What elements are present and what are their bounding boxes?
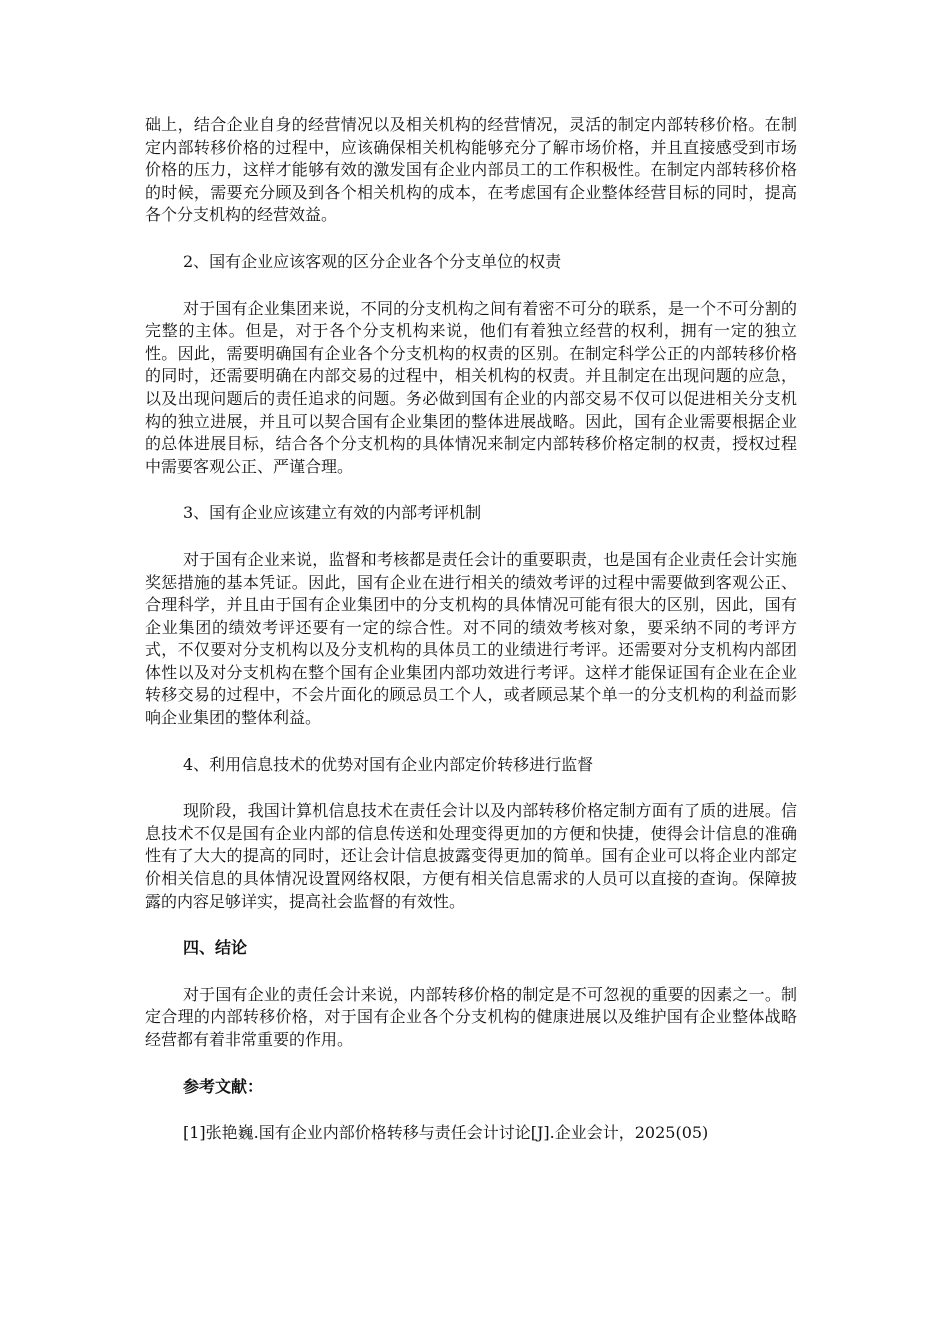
document-page [145, 114, 797, 1145]
subheading-4: 4、利用信息技术的优势对国有企业内部定价转移进行监督 [183, 754, 594, 774]
section-heading-conclusion: 四、结论 [183, 938, 248, 958]
subheading-2: 2、国有企业应该客观的区分企业各个分支单位的权责 [183, 251, 562, 271]
paragraph-conclusion: 对于国有企业的责任会计来说，内部转移价格的制定是不可忽视的重要的因素之一。制定合理的内部转移价格，对于国有企业各个分支机构的健康进展以及维护国有企业整体战略经营都有着非常重要的作用。 [145, 984, 797, 1049]
reference-item: [1]张艳巍.国有企业内部价格转移与责任会计讨论[J].企业会计，2025(05) [183, 1123, 709, 1143]
paragraph-evaluation: 对于国有企业来说，监督和考核都是责任会计的重要职责，也是国有企业责任会计实施奖惩措施的基本凭证。因此，国有企业在进行相关的绩效考评的过程中需要做到客观公正、合理科学，并且由于国有企业集团中的分支机构的具体情况可能有很大的区别，因此，国有企业集团的绩效考评还要有一定的综合性。对不同的绩效考核对象，要采纳不同的考评方式，不仅要对分支机构以及分支机构的具体员工的业绩进行考评。还需要对分支机构内部团体性以及对分支机构在整个国有企业集团内部功效进行考评。这样才能保证国有企业在企业转移交易的过程中，不会片面化的顾忌员工个人，或者顾忌某个单一的分支机构的利益而影响企业集团的整体利益。 [145, 549, 797, 728]
subheading-3: 3、国有企业应该建立有效的内部考评机制 [183, 503, 482, 523]
paragraph-continued: 础上，结合企业自身的经营情况以及相关机构的经营情况，灵活的制定内部转移价格。在制定内部转移价格的过程中，应该确保相关机构能够充分了解市场价格，并且直接感受到市场价格的压力，这样才能够有效的激发国有企业内部员工的工作积极性。在制定内部转移价格的时候，需要充分顾及到各个相关机构的成本，在考虑国有企业整体经营目标的同时，提高各个分支机构的经营效益。 [145, 115, 797, 225]
paragraph-responsibilities: 对于国有企业集团来说，不同的分支机构之间有着密不可分的联系，是一个不可分割的完整的主体。但是，对于各个分支机构来说，他们有着独立经营的权利，拥有一定的独立性。因此，需要明确国有企业各个分支机构的权责的区别。在制定科学公正的内部转移价格的同时，还需要明确在内部交易的过程中，相关机构的权责。并且制定在出现问题的应急，以及出现问题后的责任追求的问题。务必做到国有企业的内部交易不仅可以促进相关分支机构的独立进展，并且可以契合国有企业集团的整体进展战略。因此，国有企业需要根据企业的总体进展目标，结合各个分支机构的具体情况来制定内部转移价格定制的权责，授权过程中需要客观公正、严谨合理。 [145, 298, 797, 476]
paragraph-information-technology: 现阶段，我国计算机信息技术在责任会计以及内部转移价格定制方面有了质的进展。信息技术不仅是国有企业内部的信息传送和处理变得更加的方便和快捷，使得会计信息的准确性有了大大的提高的同时，还让会计信息披露变得更加的简单。国有企业可以将企业内部定价相关信息的具体情况设置网络权限，方便有相关信息需求的人员可以直接的查询。保障披露的内容足够详实，提高社会监督的有效性。 [145, 801, 797, 911]
references-heading: 参考文献： [183, 1076, 264, 1096]
